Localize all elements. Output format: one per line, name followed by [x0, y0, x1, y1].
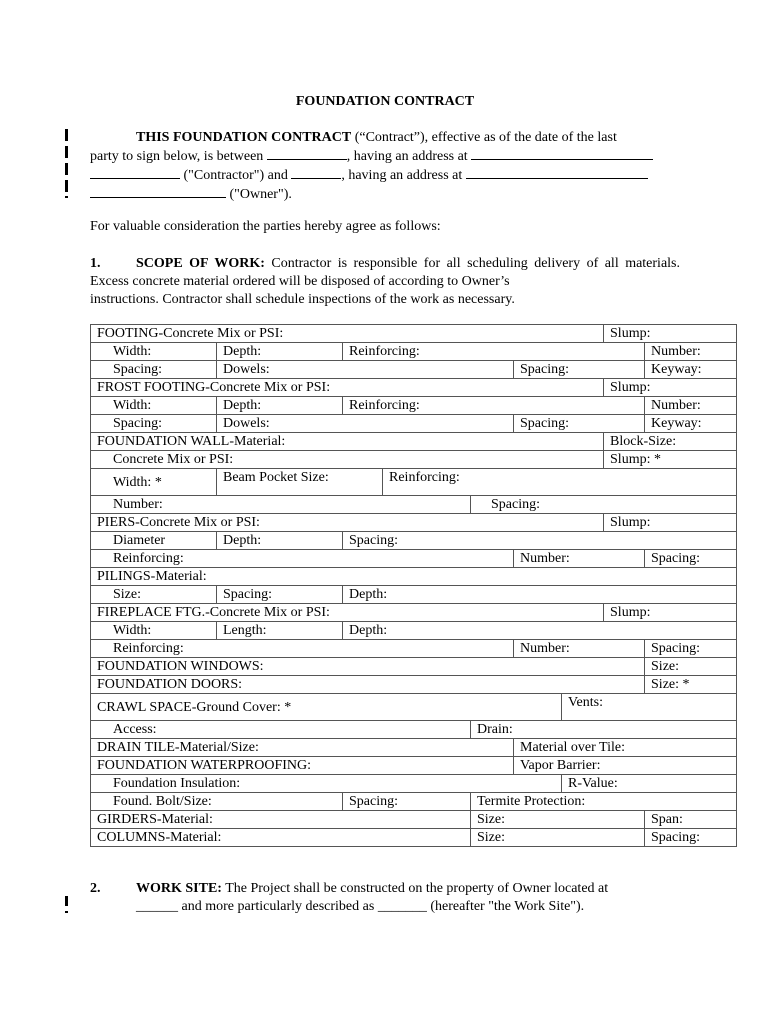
- table-cell[interactable]: Dowels:: [217, 415, 514, 433]
- table-cell[interactable]: Size: *: [645, 676, 737, 694]
- table-cell[interactable]: Access:: [91, 721, 471, 739]
- table-cell[interactable]: Size:: [645, 658, 737, 676]
- table-cell[interactable]: Width:: [91, 343, 217, 361]
- intro-paragraph: THIS FOUNDATION CONTRACT (“Contract”), effective as of the date of the last party to sign below, is between , having an address at ("Contractor") and , having an address at ("Owner").: [90, 129, 690, 204]
- table-cell[interactable]: Slump:: [604, 604, 737, 622]
- table-cell[interactable]: Spacing:: [343, 793, 471, 811]
- table-cell[interactable]: Reinforcing:: [383, 469, 737, 496]
- table-cell[interactable]: Spacing:: [91, 415, 217, 433]
- table-cell[interactable]: CRAWL SPACE-Ground Cover: *: [91, 694, 562, 721]
- change-bar: [65, 180, 68, 192]
- change-bar: [65, 196, 68, 198]
- intro-lead: THIS FOUNDATION CONTRACT: [136, 130, 352, 145]
- section-scope-of-work: 1. SCOPE OF WORK: Contractor is responsible for all scheduling delivery of all materials. Excess concrete material ordered will be disposed of according to Owner’s instructions. Contractor shall schedule inspections of the work as necessary.: [90, 256, 680, 307]
- table-cell[interactable]: Material over Tile:: [514, 739, 737, 757]
- owner-address-blank[interactable]: [466, 166, 648, 179]
- table-cell[interactable]: Depth:: [217, 397, 343, 415]
- table-cell[interactable]: Slump: *: [604, 451, 737, 469]
- table-cell[interactable]: Width:: [91, 397, 217, 415]
- table-cell[interactable]: Diameter: [91, 532, 217, 550]
- table-cell[interactable]: Spacing:: [645, 550, 737, 568]
- table-cell[interactable]: Number:: [645, 343, 737, 361]
- table-cell[interactable]: Found. Bolt/Size:: [91, 793, 343, 811]
- owner-blank[interactable]: [90, 185, 226, 198]
- change-bar: [65, 163, 68, 175]
- foundation-spec-table: [90, 324, 737, 847]
- table-cell[interactable]: FOUNDATION WINDOWS:: [91, 658, 645, 676]
- consideration-text: For valuable consideration the parties hereby agree as follows:: [90, 219, 441, 234]
- table-cell[interactable]: Spacing:: [514, 361, 645, 379]
- change-bar: [65, 129, 68, 141]
- table-cell[interactable]: Beam Pocket Size:: [217, 469, 383, 496]
- table-cell[interactable]: Drain:: [471, 721, 737, 739]
- table-cell[interactable]: Number:: [514, 640, 645, 658]
- table-cell[interactable]: PILINGS-Material:: [91, 568, 737, 586]
- table-cell[interactable]: Reinforcing:: [91, 550, 514, 568]
- table-cell[interactable]: Vapor Barrier:: [514, 757, 737, 775]
- table-cell[interactable]: Slump:: [604, 325, 737, 343]
- table-cell[interactable]: Reinforcing:: [343, 343, 645, 361]
- table-cell[interactable]: FIREPLACE FTG.-Concrete Mix or PSI:: [91, 604, 604, 622]
- table-cell[interactable]: Foundation Insulation:: [91, 775, 562, 793]
- table-cell[interactable]: COLUMNS-Material:: [91, 829, 471, 847]
- table-cell[interactable]: Concrete Mix or PSI:: [91, 451, 604, 469]
- document-title: FOUNDATION CONTRACT: [295, 94, 475, 109]
- table-cell[interactable]: Termite Protection:: [471, 793, 737, 811]
- contractor-name-blank[interactable]: [267, 147, 347, 160]
- table-cell[interactable]: Dowels:: [217, 361, 514, 379]
- table-cell[interactable]: FOUNDATION WATERPROOFING:: [91, 757, 514, 775]
- table-cell[interactable]: Spacing:: [514, 415, 645, 433]
- table-cell[interactable]: Length:: [217, 622, 343, 640]
- table-cell[interactable]: FOUNDATION DOORS:: [91, 676, 645, 694]
- table-cell[interactable]: Number:: [645, 397, 737, 415]
- change-bar: [65, 146, 68, 158]
- table-cell[interactable]: Spacing:: [645, 640, 737, 658]
- table-cell[interactable]: Number:: [91, 496, 471, 514]
- table-cell[interactable]: Block-Size:: [604, 433, 737, 451]
- table-cell[interactable]: Depth:: [217, 343, 343, 361]
- table-cell[interactable]: GIRDERS-Material:: [91, 811, 471, 829]
- table-cell[interactable]: Size:: [91, 586, 217, 604]
- table-cell[interactable]: Vents:: [562, 694, 737, 721]
- table-cell[interactable]: Keyway:: [645, 415, 737, 433]
- table-cell[interactable]: DRAIN TILE-Material/Size:: [91, 739, 514, 757]
- table-cell[interactable]: PIERS-Concrete Mix or PSI:: [91, 514, 604, 532]
- section-heading: SCOPE OF WORK:: [136, 256, 265, 271]
- table-cell[interactable]: Spacing:: [343, 532, 737, 550]
- section-heading: WORK SITE:: [136, 881, 222, 896]
- work-site-blank[interactable]: ______: [136, 899, 178, 914]
- table-cell[interactable]: Slump:: [604, 379, 737, 397]
- table-cell[interactable]: Size:: [471, 811, 645, 829]
- table-cell[interactable]: Spacing:: [471, 496, 737, 514]
- work-site-description-blank[interactable]: _______: [377, 899, 427, 914]
- table-cell[interactable]: Slump:: [604, 514, 737, 532]
- table-cell[interactable]: Width:: [91, 622, 217, 640]
- table-cell[interactable]: Spacing:: [91, 361, 217, 379]
- table-cell[interactable]: Depth:: [343, 622, 737, 640]
- contractor-blank[interactable]: [90, 166, 180, 179]
- change-bar: [65, 896, 68, 906]
- table-cell[interactable]: Span:: [645, 811, 737, 829]
- table-cell[interactable]: Size:: [471, 829, 645, 847]
- table-cell[interactable]: Keyway:: [645, 361, 737, 379]
- table-cell[interactable]: Spacing:: [645, 829, 737, 847]
- contractor-address-blank[interactable]: [471, 147, 653, 160]
- table-cell[interactable]: Reinforcing:: [91, 640, 514, 658]
- owner-name-blank[interactable]: [291, 166, 341, 179]
- table-cell[interactable]: Number:: [514, 550, 645, 568]
- table-cell[interactable]: FOUNDATION WALL-Material:: [91, 433, 604, 451]
- table-cell[interactable]: FROST FOOTING-Concrete Mix or PSI:: [91, 379, 604, 397]
- table-cell[interactable]: Reinforcing:: [343, 397, 645, 415]
- table-cell[interactable]: R-Value:: [562, 775, 737, 793]
- table-cell[interactable]: Width: *: [91, 469, 217, 496]
- table-cell[interactable]: Depth:: [343, 586, 737, 604]
- table-cell[interactable]: FOOTING-Concrete Mix or PSI:: [91, 325, 604, 343]
- table-cell[interactable]: Depth:: [217, 532, 343, 550]
- table-cell[interactable]: Spacing:: [217, 586, 343, 604]
- section-work-site: 2. WORK SITE: The Project shall be constructed on the property of Owner located at ______ and more particularly described as _______ (hereafter "the Work Site").: [90, 881, 609, 914]
- change-bar: [65, 911, 68, 913]
